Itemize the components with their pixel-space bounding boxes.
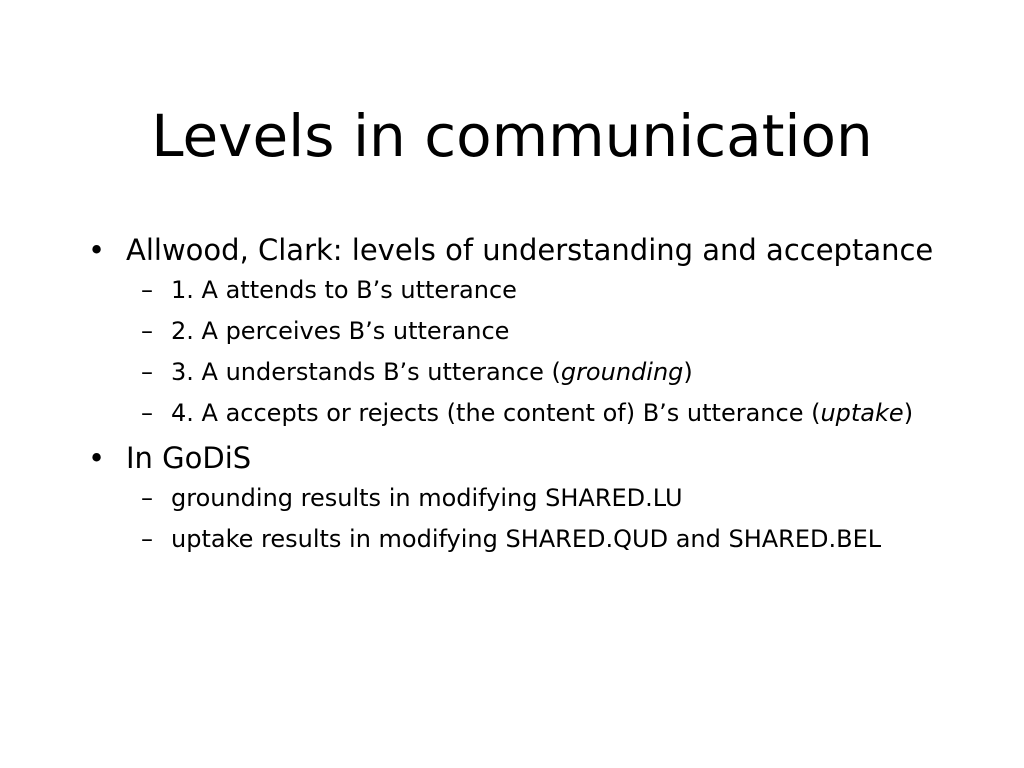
sub-item-emphasis: uptake	[820, 399, 904, 427]
bullet-marker: •	[88, 233, 106, 267]
slide-title: Levels in communication	[151, 102, 873, 170]
sub-item-text-suffix: )	[903, 399, 914, 427]
dash-marker: –	[141, 276, 153, 304]
sub-item	[88, 482, 948, 515]
sub-item	[88, 274, 948, 307]
sub-list	[88, 274, 948, 430]
sub-item	[88, 523, 948, 556]
bullet-item	[88, 438, 948, 478]
bullet-text: Allwood, Clark: levels of understanding and acceptance	[126, 233, 934, 267]
sub-item-text: 1. A attends to B’s utterance	[171, 276, 517, 304]
sub-item-text: 2. A perceives B’s utterance	[171, 317, 510, 345]
bullet-item	[88, 230, 948, 270]
sub-item-text-suffix: )	[683, 358, 693, 386]
sub-item-text: grounding results in modifying SHARED.LU	[171, 484, 683, 512]
slide-body	[88, 230, 948, 564]
dash-marker: –	[141, 484, 153, 512]
bullet-marker: •	[88, 441, 106, 475]
sub-item-emphasis: grounding	[560, 358, 684, 386]
bullet-text: In GoDiS	[126, 441, 252, 475]
dash-marker: –	[141, 399, 153, 427]
sub-item-text: uptake results in modifying SHARED.QUD and SHARED.BEL	[171, 525, 882, 553]
sub-item	[88, 356, 948, 389]
dash-marker: –	[141, 525, 153, 553]
sub-item	[88, 315, 948, 348]
sub-item	[88, 397, 948, 430]
sub-list	[88, 482, 948, 556]
sub-item-text-prefix: 3. A understands B’s utterance (	[171, 358, 561, 386]
sub-item-text-prefix: 4. A accepts or rejects (the content of) B’s utterance (	[171, 399, 821, 427]
dash-marker: –	[141, 358, 153, 386]
dash-marker: –	[141, 317, 153, 345]
